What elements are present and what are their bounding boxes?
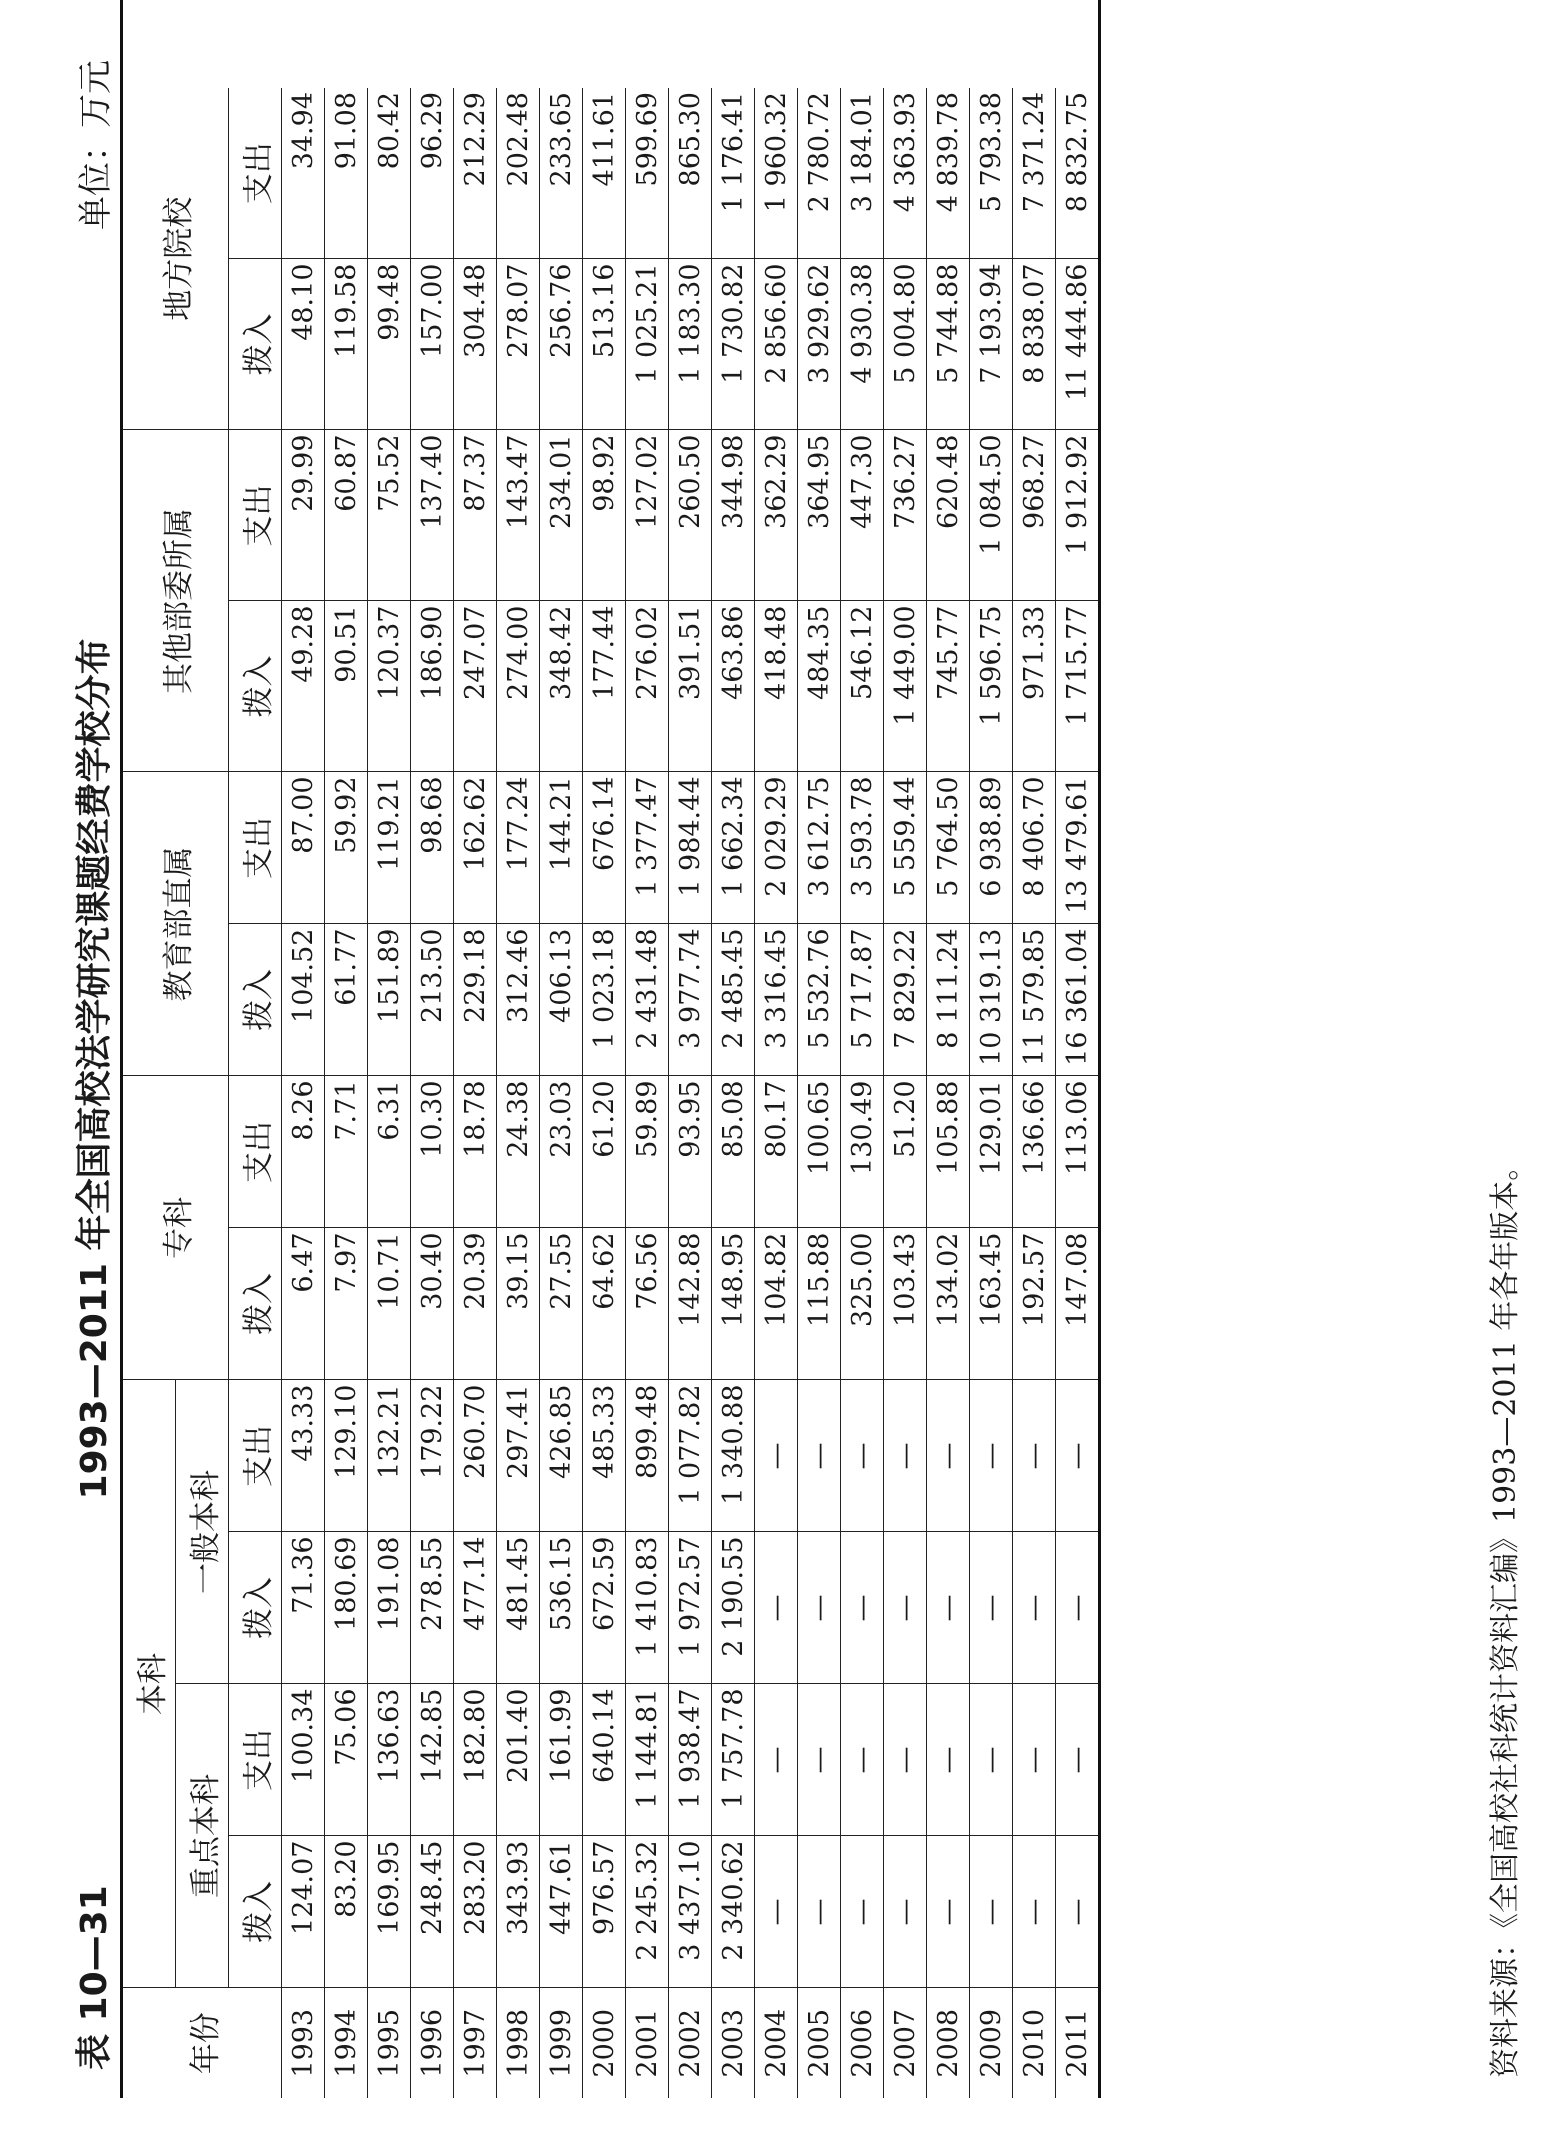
value-cell: 10.30 [411,1076,454,1228]
value-cell: 105.88 [927,1076,970,1228]
value-cell: 49.28 [282,601,325,772]
value-cell: 7.97 [325,1228,368,1380]
value-cell: — [841,1836,884,1988]
value-cell: 180.69 [325,1532,368,1684]
value-cell: — [1056,1684,1100,1836]
value-cell: 976.57 [583,1836,626,1988]
value-cell: 1 938.47 [669,1684,712,1836]
value-cell: 745.77 [927,601,970,772]
table-row [1056,0,1100,2098]
value-cell: 5 004.80 [884,259,927,430]
value-cell: 11 579.85 [1013,924,1056,1076]
value-cell: 418.48 [755,601,798,772]
value-cell: 103.43 [884,1228,927,1380]
value-cell: — [1056,1836,1100,1988]
value-cell: 6.47 [282,1228,325,1380]
value-cell: 151.89 [368,924,411,1076]
value-cell: 157.00 [411,259,454,430]
value-cell: — [927,1380,970,1532]
value-cell: 61.77 [325,924,368,1076]
value-cell: — [927,1684,970,1836]
value-cell: 163.45 [970,1228,1013,1380]
table-row [454,0,497,2098]
value-cell: 96.29 [411,88,454,259]
value-cell: 48.10 [282,259,325,430]
value-cell: 2 780.72 [798,88,841,259]
table-row [884,0,927,2098]
value-cell: 620.48 [927,430,970,601]
value-cell: 4 839.78 [927,88,970,259]
value-cell: 1 757.78 [712,1684,755,1836]
value-cell: 120.37 [368,601,411,772]
value-cell: 1 662.34 [712,772,755,924]
value-cell: 87.37 [454,430,497,601]
value-cell: 640.14 [583,1684,626,1836]
value-cell: — [970,1380,1013,1532]
value-cell: 2 856.60 [755,259,798,430]
value-cell: 2 190.55 [712,1532,755,1684]
value-cell: 143.47 [497,430,540,601]
value-cell: 75.52 [368,430,411,601]
value-cell: 1 176.41 [712,88,755,259]
table-row [669,0,712,2098]
table-row [755,0,798,2098]
value-cell: 212.29 [454,88,497,259]
year-cell: 2010 [1013,1988,1056,2098]
value-cell: 260.50 [669,430,712,601]
value-cell: 76.56 [626,1228,669,1380]
allocated-header: 拨入 [229,1228,282,1380]
value-cell: 6 938.89 [970,772,1013,924]
year-cell: 2007 [884,1988,927,2098]
value-cell: 75.06 [325,1684,368,1836]
value-cell: 3 977.74 [669,924,712,1076]
value-cell: 192.57 [1013,1228,1056,1380]
header-row-1 [122,0,176,2098]
value-cell: 247.07 [454,601,497,772]
value-cell: 1 023.18 [583,924,626,1076]
value-cell: 201.40 [497,1684,540,1836]
value-cell: 229.18 [454,924,497,1076]
source-note: 资料来源：《全国高校社科统计资料汇编》1993—2011 年各年版本。 [1488,1150,1523,2078]
value-cell: 8 832.75 [1056,88,1100,259]
value-cell: 3 184.01 [841,88,884,259]
value-cell: 130.49 [841,1076,884,1228]
value-cell: — [927,1836,970,1988]
value-cell: — [970,1532,1013,1684]
value-cell: 676.14 [583,772,626,924]
value-cell: — [755,1836,798,1988]
value-cell: 485.33 [583,1380,626,1532]
table-row [583,0,626,2098]
value-cell: 2 029.29 [755,772,798,924]
value-cell: 283.20 [454,1836,497,1988]
value-cell: 1 449.00 [884,601,927,772]
table-row [497,0,540,2098]
value-cell: — [1013,1684,1056,1836]
value-cell: — [884,1684,927,1836]
value-cell: 2 431.48 [626,924,669,1076]
value-cell: 1 377.47 [626,772,669,924]
table-row [970,0,1013,2098]
value-cell: 546.12 [841,601,884,772]
value-cell: 98.68 [411,772,454,924]
value-cell: 11 444.86 [1056,259,1100,430]
year-cell: 1995 [368,1988,411,2098]
value-cell: 132.21 [368,1380,411,1532]
value-cell: 344.98 [712,430,755,601]
key-undergrad-header: 重点本科 [176,1684,229,1988]
value-cell: 1 084.50 [970,430,1013,601]
value-cell: 7 371.24 [1013,88,1056,259]
value-cell: 80.42 [368,88,411,259]
value-cell: 179.22 [411,1380,454,1532]
value-cell: 177.24 [497,772,540,924]
value-cell: 10.71 [368,1228,411,1380]
value-cell: 5 793.38 [970,88,1013,259]
table-row [927,0,970,2098]
value-cell: — [1013,1380,1056,1532]
junior-college-header: 专科 [122,1076,229,1380]
year-cell: 1996 [411,1988,454,2098]
value-cell: 426.85 [540,1380,583,1532]
value-cell: 8.26 [282,1076,325,1228]
value-cell: 136.66 [1013,1076,1056,1228]
value-cell: 136.63 [368,1684,411,1836]
value-cell: 20.39 [454,1228,497,1380]
value-cell: 3 929.62 [798,259,841,430]
value-cell: 406.13 [540,924,583,1076]
table-row [540,0,583,2098]
value-cell: 736.27 [884,430,927,601]
value-cell: — [970,1836,1013,1988]
value-cell: 968.27 [1013,430,1056,601]
value-cell: 61.20 [583,1076,626,1228]
value-cell: 312.46 [497,924,540,1076]
value-cell: — [755,1684,798,1836]
value-cell: — [884,1836,927,1988]
value-cell: 477.14 [454,1532,497,1684]
value-cell: 5 744.88 [927,259,970,430]
value-cell: 191.08 [368,1532,411,1684]
value-cell: 672.59 [583,1532,626,1684]
data-table [120,0,1101,2098]
table-row [626,0,669,2098]
value-cell: — [1013,1836,1056,1988]
value-cell: — [798,1532,841,1684]
table-row [1013,0,1056,2098]
value-cell: 85.08 [712,1076,755,1228]
undergrad-header: 本科 [122,1380,176,1988]
value-cell: 80.17 [755,1076,798,1228]
table-row [841,0,884,2098]
year-cell: 1993 [282,1988,325,2098]
value-cell: — [1056,1532,1100,1684]
allocated-header: 拨入 [229,1532,282,1684]
value-cell: — [884,1532,927,1684]
value-cell: 34.94 [282,88,325,259]
value-cell: 91.08 [325,88,368,259]
year-cell: 1997 [454,1988,497,2098]
year-cell: 2002 [669,1988,712,2098]
value-cell: 234.01 [540,430,583,601]
spent-header: 支出 [229,430,282,601]
moe-direct-header: 教育部直属 [122,772,229,1076]
value-cell: 104.82 [755,1228,798,1380]
spent-header: 支出 [229,88,282,259]
year-cell: 1998 [497,1988,540,2098]
value-cell: 3 593.78 [841,772,884,924]
value-cell: 4 930.38 [841,259,884,430]
value-cell: — [755,1380,798,1532]
year-header: 年份 [122,1988,282,2098]
value-cell: 127.02 [626,430,669,601]
value-cell: 104.52 [282,924,325,1076]
table-row [368,0,411,2098]
value-cell: 364.95 [798,430,841,601]
value-cell: 177.44 [583,601,626,772]
value-cell: 899.48 [626,1380,669,1532]
value-cell: 59.89 [626,1076,669,1228]
value-cell: 182.80 [454,1684,497,1836]
value-cell: — [798,1684,841,1836]
year-cell: 2011 [1056,1988,1100,2098]
value-cell: 1 410.83 [626,1532,669,1684]
value-cell: 124.07 [282,1836,325,1988]
spent-header: 支出 [229,772,282,924]
value-cell: 5 717.87 [841,924,884,1076]
value-cell: 362.29 [755,430,798,601]
value-cell: 865.30 [669,88,712,259]
value-cell: 137.40 [411,430,454,601]
value-cell: 1 077.82 [669,1380,712,1532]
page-title: 1993—2011 年全国高校法学研究课题经费学校分布 [74,638,115,1500]
value-cell: 1 960.32 [755,88,798,259]
value-cell: — [927,1532,970,1684]
value-cell: 233.65 [540,88,583,259]
value-cell: 6.31 [368,1076,411,1228]
value-cell: 1 340.88 [712,1380,755,1532]
value-cell: 276.02 [626,601,669,772]
value-cell: 5 764.50 [927,772,970,924]
year-cell: 1994 [325,1988,368,2098]
value-cell: 142.85 [411,1684,454,1836]
value-cell: 484.35 [798,601,841,772]
value-cell: 304.48 [454,259,497,430]
value-cell: — [755,1532,798,1684]
table-row [411,0,454,2098]
value-cell: 343.93 [497,1836,540,1988]
year-cell: 1999 [540,1988,583,2098]
value-cell: 71.36 [282,1532,325,1684]
value-cell: 115.88 [798,1228,841,1380]
value-cell: 144.21 [540,772,583,924]
value-cell: 129.01 [970,1076,1013,1228]
value-cell: 100.65 [798,1076,841,1228]
value-cell: — [1056,1380,1100,1532]
value-cell: 8 111.24 [927,924,970,1076]
value-cell: 134.02 [927,1228,970,1380]
value-cell: 5 532.76 [798,924,841,1076]
value-cell: 119.21 [368,772,411,924]
value-cell: 536.15 [540,1532,583,1684]
value-cell: 60.87 [325,430,368,601]
value-cell: 278.55 [411,1532,454,1684]
spent-header: 支出 [229,1380,282,1532]
value-cell: — [798,1380,841,1532]
value-cell: — [798,1836,841,1988]
value-cell: 2 485.45 [712,924,755,1076]
value-cell: 93.95 [669,1076,712,1228]
value-cell: 1 183.30 [669,259,712,430]
value-cell: 297.41 [497,1380,540,1532]
unit-label: 单位：万元 [76,60,116,230]
value-cell: 23.03 [540,1076,583,1228]
value-cell: 27.55 [540,1228,583,1380]
value-cell: 83.20 [325,1836,368,1988]
value-cell: 325.00 [841,1228,884,1380]
value-cell: 213.50 [411,924,454,1076]
allocated-header: 拨入 [229,259,282,430]
value-cell: 463.86 [712,601,755,772]
value-cell: 29.99 [282,430,325,601]
value-cell: 5 559.44 [884,772,927,924]
value-cell: 43.33 [282,1380,325,1532]
value-cell: 513.16 [583,259,626,430]
value-cell: 30.40 [411,1228,454,1380]
value-cell: 1 715.77 [1056,601,1100,772]
value-cell: — [1013,1532,1056,1684]
value-cell: 260.70 [454,1380,497,1532]
value-cell: 119.58 [325,259,368,430]
value-cell: 971.33 [1013,601,1056,772]
table-row [282,0,325,2098]
allocated-header: 拨入 [229,601,282,772]
value-cell: 278.07 [497,259,540,430]
header-row-3 [229,0,282,2098]
table-row [325,0,368,2098]
value-cell: 39.15 [497,1228,540,1380]
value-cell: 447.30 [841,430,884,601]
year-cell: 2009 [970,1988,1013,2098]
value-cell: 129.10 [325,1380,368,1532]
value-cell: 16 361.04 [1056,924,1100,1076]
year-cell: 2000 [583,1988,626,2098]
value-cell: 1 984.44 [669,772,712,924]
table-label: 表 10—31 [74,1885,115,2070]
value-cell: 481.45 [497,1532,540,1684]
value-cell: 87.00 [282,772,325,924]
value-cell: 8 406.70 [1013,772,1056,924]
value-cell: 248.45 [411,1836,454,1988]
value-cell: 51.20 [884,1076,927,1228]
value-cell: 147.08 [1056,1228,1100,1380]
other-ministry-header: 其他部委所属 [122,430,229,772]
table-body [282,0,1100,2098]
value-cell: 274.00 [497,601,540,772]
value-cell: — [884,1380,927,1532]
year-cell: 2008 [927,1988,970,2098]
value-cell: 391.51 [669,601,712,772]
value-cell: 1 144.81 [626,1684,669,1836]
value-cell: 64.62 [583,1228,626,1380]
value-cell: 99.48 [368,259,411,430]
year-cell: 2005 [798,1988,841,2098]
year-cell: 2004 [755,1988,798,2098]
value-cell: 148.95 [712,1228,755,1380]
value-cell: 1 912.92 [1056,430,1100,601]
value-cell: 1 972.57 [669,1532,712,1684]
value-cell: 24.38 [497,1076,540,1228]
value-cell: 7 829.22 [884,924,927,1076]
value-cell: 348.42 [540,601,583,772]
year-cell: 2006 [841,1988,884,2098]
allocated-header: 拨入 [229,1836,282,1988]
value-cell: 1 730.82 [712,259,755,430]
value-cell: 98.92 [583,430,626,601]
value-cell: 411.61 [583,88,626,259]
value-cell: — [841,1684,884,1836]
value-cell: 7 193.94 [970,259,1013,430]
value-cell: 1 025.21 [626,259,669,430]
value-cell: 142.88 [669,1228,712,1380]
value-cell: 202.48 [497,88,540,259]
year-cell: 2001 [626,1988,669,2098]
general-undergrad-header: 一般本科 [176,1380,229,1684]
value-cell: 599.69 [626,88,669,259]
value-cell: 162.62 [454,772,497,924]
value-cell: 7.71 [325,1076,368,1228]
spent-header: 支出 [229,1684,282,1836]
value-cell: — [841,1532,884,1684]
value-cell: 13 479.61 [1056,772,1100,924]
value-cell: 4 363.93 [884,88,927,259]
value-cell: 256.76 [540,259,583,430]
value-cell: 90.51 [325,601,368,772]
value-cell: 2 340.62 [712,1836,755,1988]
value-cell: 18.78 [454,1076,497,1228]
value-cell: 169.95 [368,1836,411,1988]
value-cell: 161.99 [540,1684,583,1836]
value-cell: 3 612.75 [798,772,841,924]
spent-header: 支出 [229,1076,282,1228]
value-cell: — [841,1380,884,1532]
allocated-header: 拨入 [229,924,282,1076]
value-cell: 8 838.07 [1013,259,1056,430]
value-cell: 10 319.13 [970,924,1013,1076]
table-row [712,0,755,2098]
value-cell: 113.06 [1056,1076,1100,1228]
value-cell: 2 245.32 [626,1836,669,1988]
value-cell: 3 316.45 [755,924,798,1076]
value-cell: 3 437.10 [669,1836,712,1988]
year-cell: 2003 [712,1988,755,2098]
value-cell: 100.34 [282,1684,325,1836]
value-cell: 59.92 [325,772,368,924]
local-header: 地方院校 [122,88,229,430]
value-cell: 447.61 [540,1836,583,1988]
value-cell: — [970,1684,1013,1836]
value-cell: 186.90 [411,601,454,772]
table-row [798,0,841,2098]
value-cell: 1 596.75 [970,601,1013,772]
